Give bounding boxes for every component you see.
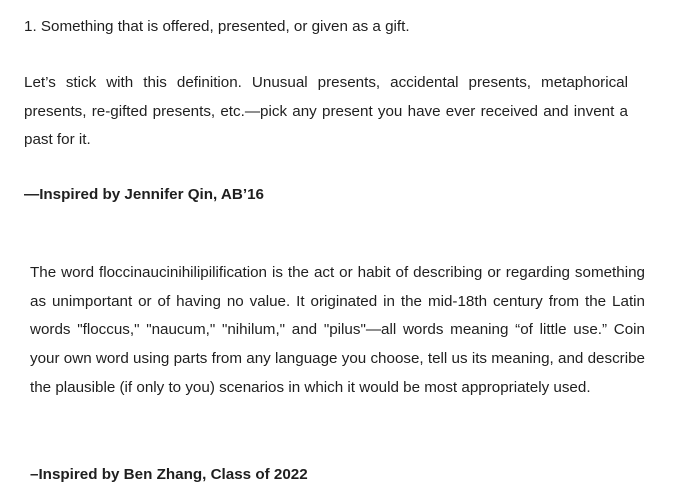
essay-prompt-coin-word: The word floccinaucinihilipilification is the act or habit of describing or regarding something as unimportant or of having no value. It originated in the mid-18th century from the Latin words "floccus," "naucum," "nihilum," and "pilus"—all words meaning “of little use.” Coin your own word using parts from any language you choose, tell us its meaning, and describe the plausible (if only to you) scenarios in which it would be most appropriately used.	[30, 264, 645, 396]
prompt-credit-ben-zhang: –Inspired by Ben Zhang, Class of 2022	[30, 466, 308, 483]
definition-text: 1. Something that is offered, presented, or given as a gift.	[24, 18, 410, 35]
prompt-credit-jennifer-qin: —Inspired by Jennifer Qin, AB’16	[24, 186, 264, 203]
essay-prompt-present: Let’s stick with this definition. Unusual presents, accidental presents, metaphorical presents, re-gifted presents, etc.—pick any present you have ever received and invent a past for it.	[24, 74, 628, 149]
